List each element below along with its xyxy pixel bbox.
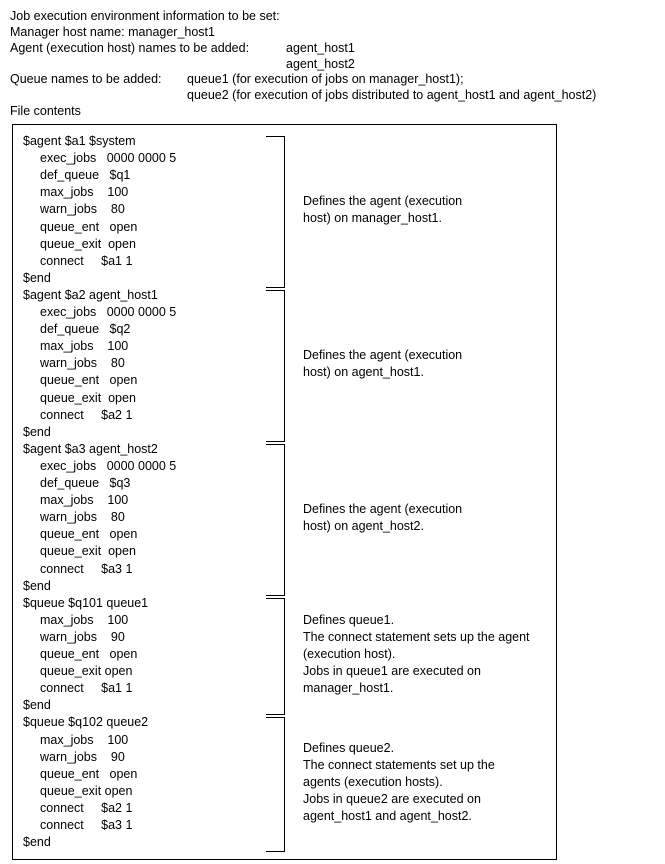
bracket	[266, 717, 285, 852]
manager-host-line: Manager host name: manager_host1	[10, 25, 215, 39]
block-header: $agent $a1 $system	[23, 134, 136, 148]
bracket	[266, 136, 285, 288]
code-line: warn_jobs 90	[40, 629, 125, 644]
block-end: $end	[23, 270, 51, 285]
agents-label: Agent (execution host) names to be added:	[10, 41, 250, 55]
intro-line: Job execution environment information to be set:	[10, 9, 280, 23]
code-line: max_jobs 100	[40, 339, 129, 354]
code-line: queue_exit open	[40, 236, 136, 251]
code-line: connect $a3 1	[40, 818, 133, 832]
queue-name-1: queue1 (for execution of jobs on manager_host1);	[187, 72, 464, 86]
code-line: queue_exit open	[40, 390, 136, 405]
bracket	[266, 444, 285, 596]
code-line: warn_jobs 90	[40, 749, 125, 764]
block-end: $end	[23, 835, 51, 850]
code-line: warn_jobs 80	[40, 356, 125, 371]
code-line: exec_jobs 0000 0000 5	[40, 151, 177, 166]
block-end: $end	[23, 698, 51, 713]
bracket	[266, 290, 285, 442]
code-line: max_jobs 100	[40, 493, 129, 508]
code-line: max_jobs 100	[40, 732, 129, 747]
code-line: max_jobs 100	[40, 612, 129, 627]
block-description: Defines queue2. The connect statements set up the agents (execution hosts). Jobs in queue2 are executed on agent_host1 and agent_host2.	[303, 741, 495, 824]
code-line: queue_ent open	[40, 373, 138, 388]
code-line: connect $a3 1	[40, 561, 133, 576]
code-line: connect $a2 1	[40, 407, 133, 422]
block-header: $agent $a3 agent_host2	[23, 441, 158, 456]
code-line: max_jobs 100	[40, 185, 129, 200]
code-line: queue_exit open	[40, 544, 136, 559]
queues-label: Queue names to be added:	[10, 72, 162, 86]
queue-name-2: queue2 (for execution of jobs distributed to agent_host1 and agent_host2)	[187, 88, 597, 102]
block-description: Defines the agent (execution host) on agent_host1.	[303, 347, 463, 379]
agent-name-1: agent_host1	[286, 41, 355, 55]
bracket	[266, 598, 285, 716]
code-line: queue_ent open	[40, 766, 138, 781]
file-contents-box	[12, 124, 557, 860]
code-line: connect $a1 1	[40, 253, 133, 268]
code-line: def_queue $q1	[40, 168, 131, 183]
code-line: connect $a2 1	[40, 800, 133, 815]
block-description: Defines queue1. The connect statement sets up the agent (execution host). Jobs in queue1 are executed on manager_host1.	[303, 613, 530, 696]
code-line: def_queue $q2	[40, 322, 131, 337]
block-header: $queue $q102 queue2	[23, 715, 149, 730]
code-line: exec_jobs 0000 0000 5	[40, 458, 177, 473]
code-line: queue_ent open	[40, 647, 138, 661]
code-line: def_queue $q3	[40, 476, 131, 490]
code-line: queue_exit open	[40, 783, 133, 798]
code-line: warn_jobs 80	[40, 202, 125, 217]
code-line: queue_ent open	[40, 527, 138, 542]
code-line: connect $a1 1	[40, 681, 133, 696]
code-line: queue_exit open	[40, 664, 133, 679]
code-line: warn_jobs 80	[40, 510, 125, 525]
block-header: $queue $q101 queue1	[23, 595, 149, 610]
agent-name-2: agent_host2	[286, 57, 355, 71]
block-header: $agent $a2 agent_host1	[23, 287, 158, 302]
file-contents-label: File contents	[10, 104, 81, 118]
block-end: $end	[23, 578, 51, 593]
block-end: $end	[23, 424, 51, 439]
code-line: exec_jobs 0000 0000 5	[40, 305, 177, 319]
block-description: Defines the agent (execution host) on agent_host2.	[303, 501, 463, 533]
block-description: Defines the agent (execution host) on manager_host1.	[303, 193, 463, 225]
code-line: queue_ent open	[40, 219, 138, 234]
